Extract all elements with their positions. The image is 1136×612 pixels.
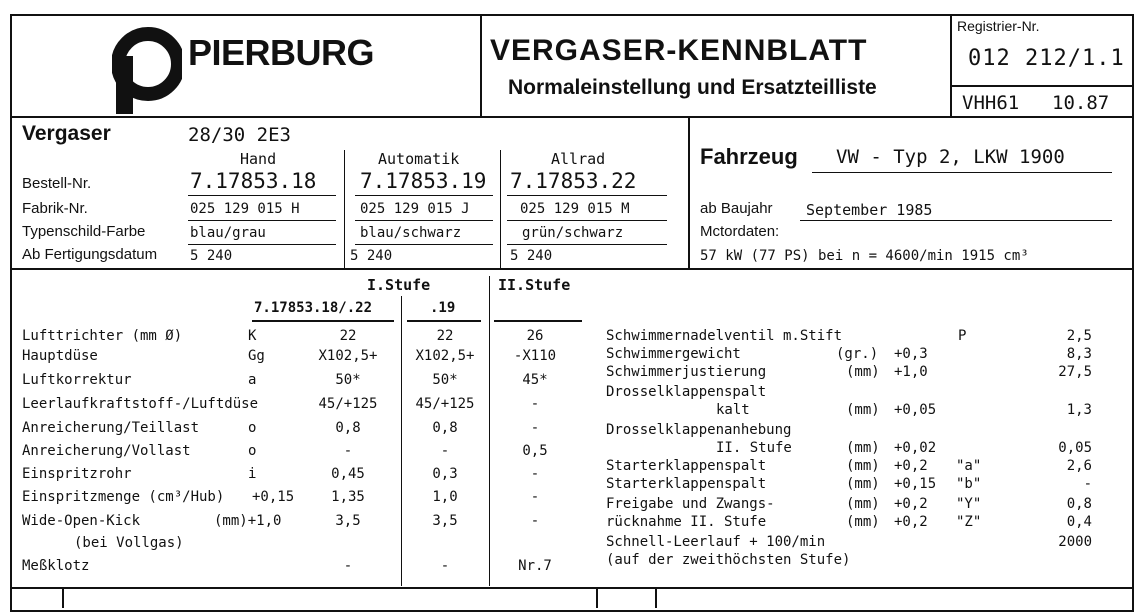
col-allrad: Allrad <box>551 150 606 168</box>
fabrik-automatik: 025 129 015 J <box>360 201 470 217</box>
reg-number: 012 212/1.1 <box>968 46 1125 71</box>
col-automatik: Automatik <box>378 150 460 168</box>
settings-row-col3: 45* <box>522 372 548 388</box>
settings-row-col2: 1,0 <box>432 489 458 505</box>
reg-code: VHH61 <box>962 92 1020 114</box>
vergaser-label: Vergaser <box>22 122 111 145</box>
header-divider <box>10 116 1134 118</box>
fabrik-underline-2 <box>355 220 493 221</box>
settings-row-symbol: K <box>248 328 257 344</box>
settings-right-tag: "a" <box>956 458 982 474</box>
settings-row-col1: 0,45 <box>331 466 365 482</box>
stufe-2-label: II.Stufe <box>498 276 571 294</box>
fertigung-allrad: 5 240 <box>510 248 553 264</box>
settings-row-symbol: (mm)+1,0 <box>214 513 282 529</box>
settings-right-value: 0,4 <box>1066 514 1092 530</box>
row-label-typenschild: Typenschild-Farbe <box>22 223 146 240</box>
settings-right-value: 2,5 <box>1066 328 1092 344</box>
vergaser-divider <box>10 268 1134 270</box>
motordaten-label: Mctordaten: <box>700 223 780 240</box>
bestell-allrad: 7.17853.22 <box>510 169 637 193</box>
settings-right-value: 2000 <box>1058 534 1092 550</box>
row-label-fabrik: Fabrik-Nr. <box>22 200 88 217</box>
settings-right-value: 0,05 <box>1058 440 1092 456</box>
settings-row-label: Hauptdüse <box>22 348 98 364</box>
settings-right-value: 8,3 <box>1066 346 1092 362</box>
fabrik-underline-3 <box>507 220 667 221</box>
settings-right-value: - <box>1083 476 1092 492</box>
settings-row-label: Einspritzmenge (cm³/Hub) <box>22 489 225 505</box>
reg-label: Registrier-Nr. <box>957 18 1040 34</box>
typenschild-allrad: grün/schwarz <box>522 225 624 241</box>
settings-row-col1: X102,5+ <box>318 348 378 364</box>
baujahr-underline <box>800 220 1112 221</box>
col2-underline <box>407 320 481 322</box>
settings-right-value: 1,3 <box>1066 402 1092 418</box>
settings-row-symbol: i <box>248 466 257 482</box>
settings-right-unit: (mm) <box>846 496 880 512</box>
fahrzeug-divider <box>688 118 690 270</box>
settings-right-unit: (mm) <box>846 476 880 492</box>
typenschild-automatik: blau/schwarz <box>360 225 462 241</box>
col-sep-1 <box>344 150 345 268</box>
settings-right-label: Schwimmernadelventil m.Stift <box>606 328 843 344</box>
settings-row-symbol: Gg <box>248 348 265 364</box>
settings-row-symbol: o <box>248 443 257 459</box>
settings-row-col2: 50* <box>432 372 458 388</box>
bottom-divider <box>10 587 1134 589</box>
fahrzeug-underline <box>812 172 1112 173</box>
settings-row-col1: 0,8 <box>335 420 361 436</box>
stufe-1-label: I.Stufe <box>367 276 431 294</box>
settings-row-symbol: +0,15 <box>252 489 295 505</box>
bestell-underline-2 <box>355 195 493 196</box>
typenschild-underline-1 <box>188 244 336 245</box>
settings-right-label: Schnell-Leerlauf + 100/min <box>606 534 826 550</box>
settings-right-tag: "Z" <box>956 514 982 530</box>
settings-row-col1: 22 <box>339 328 357 344</box>
settings-row-label: Einspritzrohr <box>22 466 132 482</box>
settings-row-symbol: a <box>248 372 257 388</box>
col-sep-2 <box>500 150 501 268</box>
settings-right-tag: P <box>958 328 967 344</box>
settings-row-col3: - <box>530 396 540 412</box>
baujahr-value: September 1985 <box>806 201 933 219</box>
logo-divider <box>480 14 482 118</box>
col-hand: Hand <box>240 150 277 168</box>
col1-underline <box>252 320 394 322</box>
settings-row-col1: 1,35 <box>331 489 365 505</box>
bestell-underline-3 <box>507 195 667 196</box>
settings-right-label: rücknahme II. Stufe <box>606 514 767 530</box>
settings-right-label: kalt <box>716 402 750 418</box>
settings-right-tolerance: +0,02 <box>894 440 937 456</box>
settings-right-tolerance: +1,0 <box>894 364 928 380</box>
brand-name: PIERBURG <box>188 32 375 73</box>
settings-row-col1: - <box>343 443 353 459</box>
reg-hdivider <box>950 85 1134 87</box>
bottom-tick-1 <box>62 588 64 608</box>
settings-row-label: Wide-Open-Kick <box>22 513 141 529</box>
settings-row-col2: 22 <box>436 328 454 344</box>
settings-row-label: Anreicherung/Teillast <box>22 420 200 436</box>
settings-row-col3: -X110 <box>513 348 557 364</box>
reg-date: 10.87 <box>1052 92 1110 114</box>
settings-row-col3: - <box>530 420 540 436</box>
row-label-bestell: Bestell-Nr. <box>22 175 92 192</box>
fabrik-underline-1 <box>188 220 336 221</box>
settings-right-unit: (mm) <box>846 402 880 418</box>
settings-row-label: Luftkorrektur <box>22 372 132 388</box>
fertigung-automatik: 5 240 <box>350 248 393 264</box>
settings-row-col2: - <box>440 443 450 459</box>
settings-right-label: Drosselklappenanhebung <box>606 422 792 438</box>
settings-row-label: Leerlaufkraftstoff-/Luftdüse <box>22 396 259 412</box>
fabrik-hand: 025 129 015 H <box>190 201 300 217</box>
settings-right-label: (auf der zweithöchsten Stufe) <box>606 552 851 568</box>
settings-row-col1: - <box>343 558 353 574</box>
settings-right-label: Starterklappenspalt <box>606 458 767 474</box>
settings-right-unit: (mm) <box>846 440 880 456</box>
bottom-tick-3 <box>655 588 657 608</box>
baujahr-label: ab Baujahr <box>700 200 773 217</box>
settings-row-col3: 26 <box>526 328 544 344</box>
settings-row-col2: X102,5+ <box>415 348 475 364</box>
settings-right-unit: (mm) <box>846 364 880 380</box>
settings-row-col1: 45/+125 <box>318 396 378 412</box>
settings-row-label: Meßklotz <box>22 558 90 574</box>
motordaten-value: 57 kW (77 PS) bei n = 4600/min 1915 cm³ <box>700 248 1029 264</box>
settings-row-label: (bei Vollgas) <box>74 535 184 551</box>
settings-row-col2: 45/+125 <box>415 396 475 412</box>
settings-row-col2: - <box>440 558 450 574</box>
settings-row-label: Anreicherung/Vollast <box>22 443 191 459</box>
settings-right-label: Drosselklappenspalt <box>606 384 767 400</box>
bestell-underline-1 <box>188 195 336 196</box>
settings-right-unit: (mm) <box>846 458 880 474</box>
fahrzeug-label: Fahrzeug <box>700 144 798 169</box>
settings-row-col2: 0,3 <box>432 466 458 482</box>
settings-row-col3: - <box>530 489 540 505</box>
col2-header: .19 <box>430 300 456 316</box>
settings-right-tolerance: +0,2 <box>894 514 928 530</box>
fahrzeug-value: VW - Typ 2, LKW 1900 <box>836 146 1065 168</box>
settings-right-tag: "b" <box>956 476 982 492</box>
settings-right-value: 2,6 <box>1066 458 1092 474</box>
settings-right-label: Starterklappenspalt <box>606 476 767 492</box>
settings-right-tag: "Y" <box>956 496 982 512</box>
settings-row-col3: 0,5 <box>522 443 548 459</box>
settings-right-tolerance: +0,2 <box>894 496 928 512</box>
reg-divider <box>950 14 952 118</box>
settings-right-label: Schwimmerjustierung <box>606 364 767 380</box>
settings-row-label: Lufttrichter (mm Ø) <box>22 328 183 344</box>
page-subtitle: Normaleinstellung und Ersatzteilliste <box>508 76 877 99</box>
settings-right-tolerance: +0,05 <box>894 402 937 418</box>
settings-right-unit: (gr.) <box>836 346 879 362</box>
settings-right-label: II. Stufe <box>716 440 792 456</box>
row-label-fertigung: Ab Fertigungsdatum <box>22 246 158 263</box>
bottom-tick-2 <box>596 588 598 608</box>
fertigung-hand: 5 240 <box>190 248 233 264</box>
settings-row-col1: 3,5 <box>335 513 361 529</box>
pierburg-logo-icon <box>112 26 182 116</box>
settings-right-label: Schwimmergewicht <box>606 346 741 362</box>
settings-right-label: Freigabe und Zwangs- <box>606 496 775 512</box>
typenschild-underline-2 <box>355 244 493 245</box>
settings-row-col2: 3,5 <box>432 513 458 529</box>
settings-right-unit: (mm) <box>846 514 880 530</box>
settings-row-symbol: o <box>248 420 257 436</box>
vergaser-type: 28/30 2E3 <box>188 124 291 146</box>
settings-right-tolerance: +0,2 <box>894 458 928 474</box>
settings-right-value: 0,8 <box>1066 496 1092 512</box>
settings-row-col3: - <box>530 466 540 482</box>
settings-row-col2: 0,8 <box>432 420 458 436</box>
settings-row-col3: Nr.7 <box>518 558 552 574</box>
bestell-hand: 7.17853.18 <box>190 169 317 193</box>
settings-row-col1: 50* <box>335 372 361 388</box>
settings-row-col3: - <box>530 513 540 529</box>
col3-underline <box>494 320 582 322</box>
settings-right-tolerance: +0,3 <box>894 346 928 362</box>
page-title: VERGASER-KENNBLATT <box>490 34 868 67</box>
settings-right-tolerance: +0,15 <box>894 476 937 492</box>
typenschild-hand: blau/grau <box>190 225 266 241</box>
bestell-automatik: 7.17853.19 <box>360 169 487 193</box>
settings-right-value: 27,5 <box>1058 364 1092 380</box>
col1-header: 7.17853.18/.22 <box>254 300 373 316</box>
fabrik-allrad: 025 129 015 M <box>520 201 630 217</box>
typenschild-underline-3 <box>507 244 667 245</box>
